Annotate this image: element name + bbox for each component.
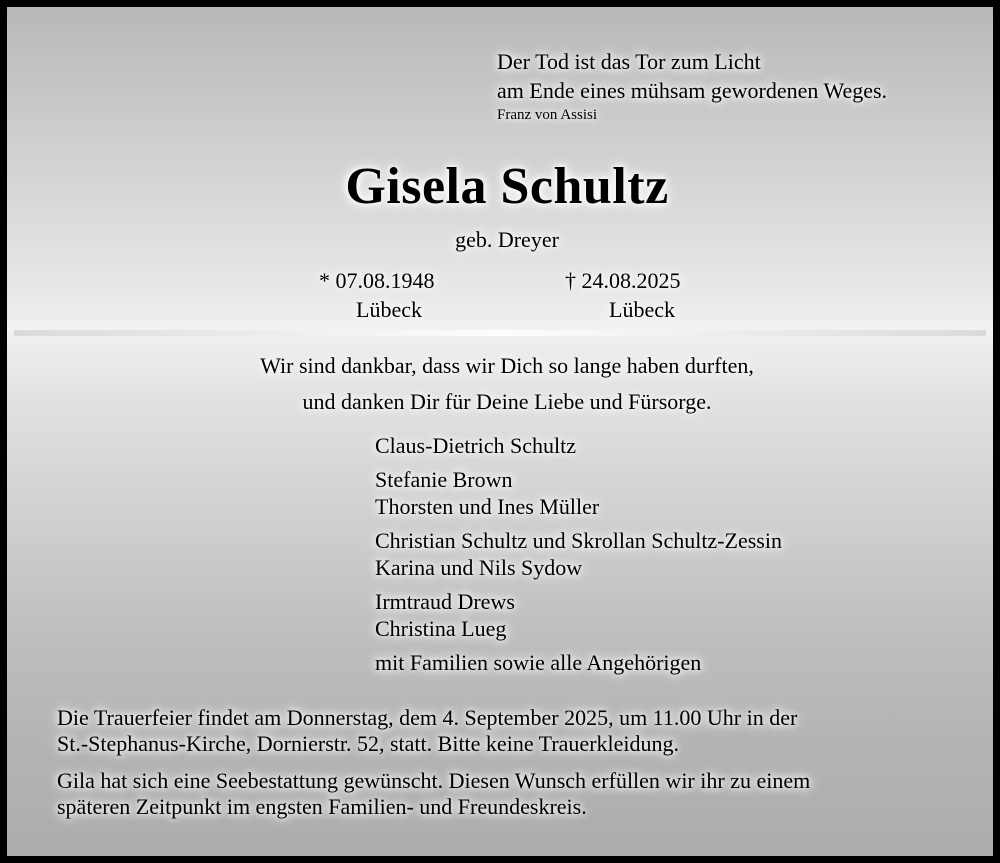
mourner-group <box>375 588 782 642</box>
mourner-name: Christina Lueg <box>375 616 507 641</box>
mourner-group <box>375 649 782 676</box>
burial-notice <box>57 768 810 820</box>
mourner-name: Claus-Dietrich Schultz <box>375 433 577 458</box>
quote-line-2: am Ende eines mühsam gewordenen Weges. <box>497 78 888 103</box>
ceremony-notice <box>57 705 797 757</box>
maiden-name: geb. Dreyer <box>455 227 559 252</box>
mourner-name: Stefanie Brown <box>375 467 513 492</box>
thanks-line-1: Wir sind dankbar, dass wir Dich so lange haben durften, <box>260 353 754 378</box>
mourners-list <box>375 432 782 683</box>
mourner-group <box>375 527 782 581</box>
deceased-name: Gisela Schultz <box>345 158 669 215</box>
burial-line-2: späteren Zeitpunkt im engsten Familien- und Freundeskreis. <box>57 794 587 819</box>
mourner-name: Irmtraud Drews <box>375 589 515 614</box>
quote-line-1: Der Tod ist das Tor zum Licht <box>497 49 761 74</box>
death-place: Lübeck <box>609 297 675 322</box>
mourner-group <box>375 432 782 459</box>
birth-place: Lübeck <box>356 297 422 322</box>
quote-author: Franz von Assisi <box>497 107 598 123</box>
mourner-name: mit Familien sowie alle Angehörigen <box>375 650 702 675</box>
mourner-name: Karina und Nils Sydow <box>375 555 583 580</box>
mourner-name: Thorsten und Ines Müller <box>375 494 600 519</box>
ceremony-line-2: St.-Stephanus-Kirche, Dornierstr. 52, statt. Bitte keine Trauerkleidung. <box>57 731 680 756</box>
quote <box>497 47 887 105</box>
birth-date: * 07.08.1948 <box>319 268 435 293</box>
ceremony-line-1: Die Trauerfeier findet am Donnerstag, dem 4. September 2025, um 11.00 Uhr in der <box>57 705 798 730</box>
thanks-line-2: und danken Dir für Deine Liebe und Fürsorge. <box>302 389 712 414</box>
death-date: † 24.08.2025 <box>565 268 681 293</box>
burial-line-1: Gila hat sich eine Seebestattung gewünscht. Diesen Wunsch erfüllen wir ihr zu einem <box>57 768 811 793</box>
sea-horizon-background <box>14 330 986 336</box>
mourner-name: Christian Schultz und Skrollan Schultz-Zessin <box>375 528 782 553</box>
mourner-group <box>375 466 782 520</box>
